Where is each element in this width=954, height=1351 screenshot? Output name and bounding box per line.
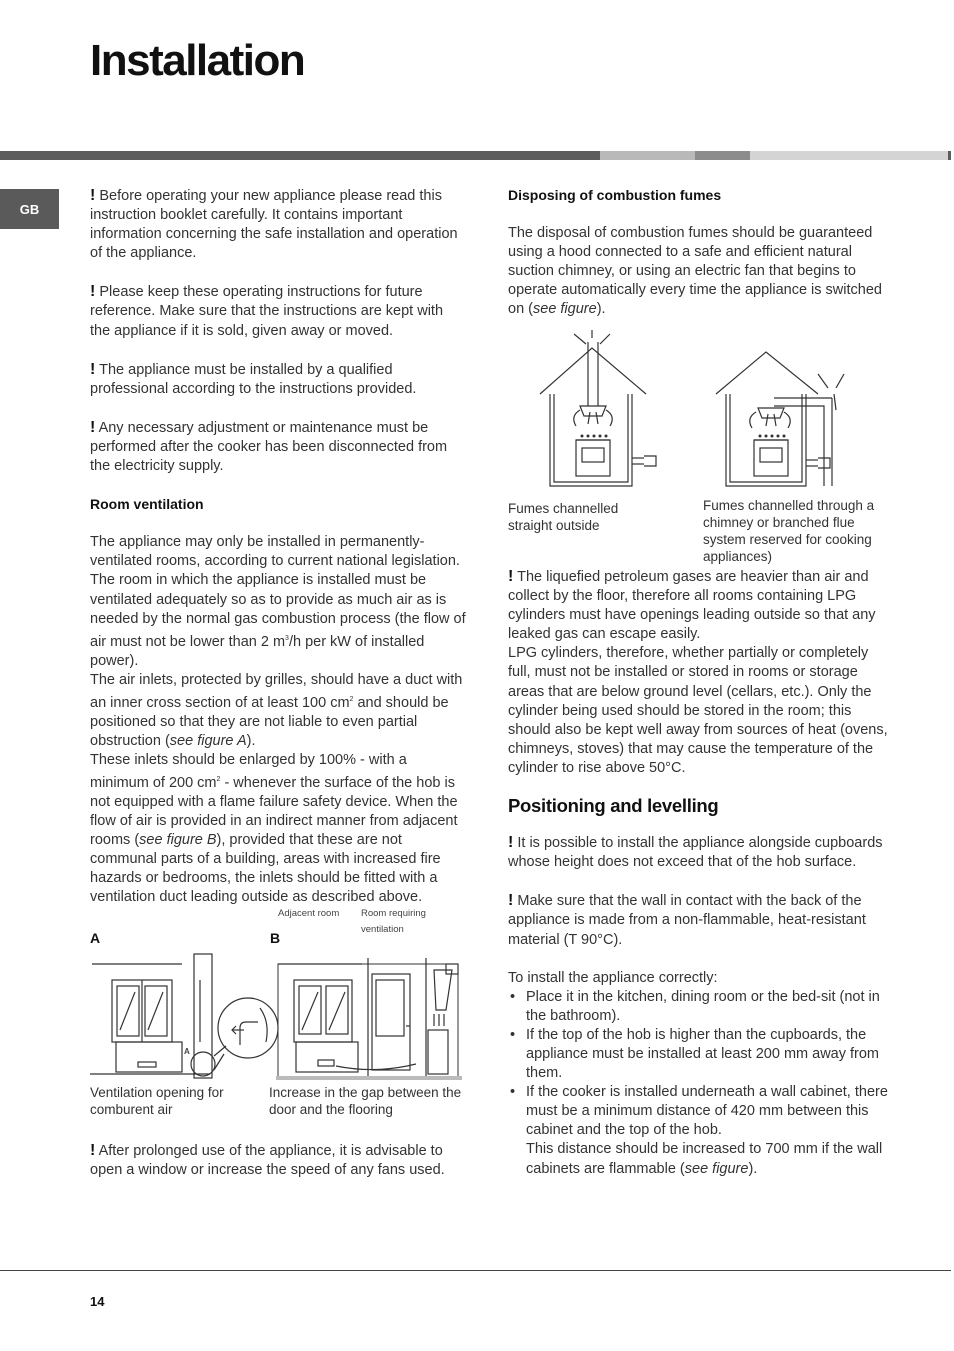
warning-mark: ! (508, 568, 514, 585)
right-column-top (508, 186, 884, 339)
paragraph-cupboards: ! It is possible to install the appliance alongside cupboards whose height does not exceed that of the hob surface. (508, 834, 883, 871)
figure-b-illustration (276, 950, 462, 1080)
paragraph-enlarged-inlets: These inlets should be enlarged by 100% - with a minimum of 200 $cm^2$ - whenever the surface of the hob is not equipped with a flame failure safety device. When the flow of air is provided in an indirect manner from adjacent rooms (see figure B), provided that these are not communal parts of a building, areas with increased fire hazards or bedrooms, the inlets should be fitted with a ventilation duct leading outside as described above. (90, 751, 458, 906)
install-steps-list (508, 988, 888, 1141)
paragraph-room-ventilation: The appliance may only be installed in permanently-ventilated rooms, according to current national legislation. The room in which the appliance is installed must be ventilated adequately so as to provide as much air as is needed by the normal gas combustion process (the flow of air must not be lower than 2 $m^3/h$ per kW of installed power). (90, 534, 466, 669)
positioning-heading: Positioning and levelling (508, 795, 719, 817)
list-item: • Place it in the kitchen, dining room or the bed-sit (not in the bathroom). (508, 988, 888, 1026)
header-bar-end (948, 151, 951, 160)
figure-a-label: A (90, 930, 101, 946)
footer-divider (0, 1270, 951, 1271)
figure-b-adjacent-room-label: Adjacent room (278, 908, 340, 919)
warning-mark: ! (90, 1142, 96, 1159)
figure-b-ventilation-label: ventilation (361, 924, 404, 935)
header-bar-mid (695, 151, 750, 160)
paragraph-prolonged-use: ! After prolonged use of the appliance, it is advisable to open a window or increase the speed of any fans used. (90, 1142, 445, 1179)
paragraph-flammable-cabinets: This distance should be increased to 700 mm if the wall cabinets are flammable (see figure). (526, 1141, 883, 1177)
figure-a-marker: A (184, 1047, 190, 1056)
room-ventilation-heading: Room ventilation (90, 496, 204, 513)
list-item: • If the cooker is installed underneath a wall cabinet, there must be a minimum distance of 420 mm between this cabinet and the top of the hob. (508, 1083, 888, 1140)
figure-a-illustration (90, 950, 280, 1080)
fumes-figure-straight-outside (530, 330, 670, 500)
warning-mark: ! (90, 360, 96, 378)
left-column (90, 186, 466, 907)
paragraph-lpg-storage: LPG cylinders, therefore, whether partially or completely full, must not be installed or stored in rooms or storage areas that are below ground level (cellars, etc.). Only the (508, 645, 872, 700)
header-bar-dark (0, 151, 600, 160)
combustion-fumes-heading: Disposing of combustion fumes (508, 187, 722, 203)
header-bar-pale (750, 151, 948, 160)
warning-mark: ! (508, 834, 514, 852)
header-bar-light (600, 151, 695, 160)
install-intro: To install the appliance correctly: (508, 969, 718, 986)
warning-mark: ! (90, 187, 96, 204)
paragraph-qualified-installer: ! The appliance must be installed by a qualified professional according to the instructions provided. (90, 360, 417, 397)
paragraph-disconnect-electricity: ! Any necessary adjustment or maintenance must be performed after the cooker has been disconnected from the electricity supply. (90, 418, 448, 475)
warning-mark: ! (90, 418, 96, 436)
paragraph-keep-instructions: ! Please keep these operating instructions for future reference. Make sure that the instructions are kept with the appliance if it is sold, given away or moved. (90, 283, 444, 339)
fumes-figure-2-caption: Fumes channelled through a chimney or branched flue system reserved for cooking appliances) (703, 498, 875, 564)
left-column-bottom (90, 1141, 466, 1199)
fumes-figure-1-caption: Fumes channelled straight outside (508, 501, 619, 533)
figure-b-label: B (270, 930, 281, 946)
paragraph-read-booklet: ! Before operating your new appliance please read this instruction booklet carefully. It contains important information concerning the safe installation and operation of the appliance. (90, 187, 458, 262)
page-title: Installation (90, 36, 305, 85)
figure-b-room-requiring-label: Room requiring (361, 908, 426, 919)
list-item: • If the top of the hob is higher than the cupboards, the appliance must be installed at least 200 mm away from them. (508, 1026, 888, 1083)
figure-b-caption: Increase in the gap between the door and the flooring (269, 1085, 462, 1117)
paragraph-wall-material: ! Make sure that the wall in contact with the back of the appliance is made from a non-flammable, heat-resistant material (T 90°C). (508, 892, 866, 948)
paragraph-air-inlets: The air inlets, protected by grilles, should have a duct with an inner cross section of at least 100 $cm^2$ and should be positioned so that they are not liable to even partial obstruction (see figure A). (90, 671, 463, 749)
page-number: 14 (90, 1294, 105, 1309)
fumes-figure-chimney (710, 340, 860, 500)
language-tab: GB (0, 189, 59, 229)
right-column-bottom (508, 567, 888, 1179)
figure-a-caption: Ventilation opening for comburent air (90, 1085, 224, 1117)
paragraph-lpg-heavier: ! The liquefied petroleum gases are heavier than air and collect by the floor, therefore all rooms containing LPG cylinders must have openings leading outside so that any leaked gas can escape easily. (508, 568, 876, 643)
warning-mark: ! (90, 283, 96, 301)
paragraph-combustion-fumes: The disposal of combustion fumes should be guaranteed using a hood connected to a safe and efficient natural suction chimney, or using an electric fan that begins to operate automatically every time the appliance is switched on (see figure). (508, 225, 882, 318)
paragraph-lpg-cylinder: cylinder being used should be stored in the room; this should also be kept well away from sources of heat (ovens, chimneys, stoves) that may cause the temperature of the cylinder to rise above 50°C. (508, 702, 888, 776)
warning-mark: ! (508, 892, 514, 910)
